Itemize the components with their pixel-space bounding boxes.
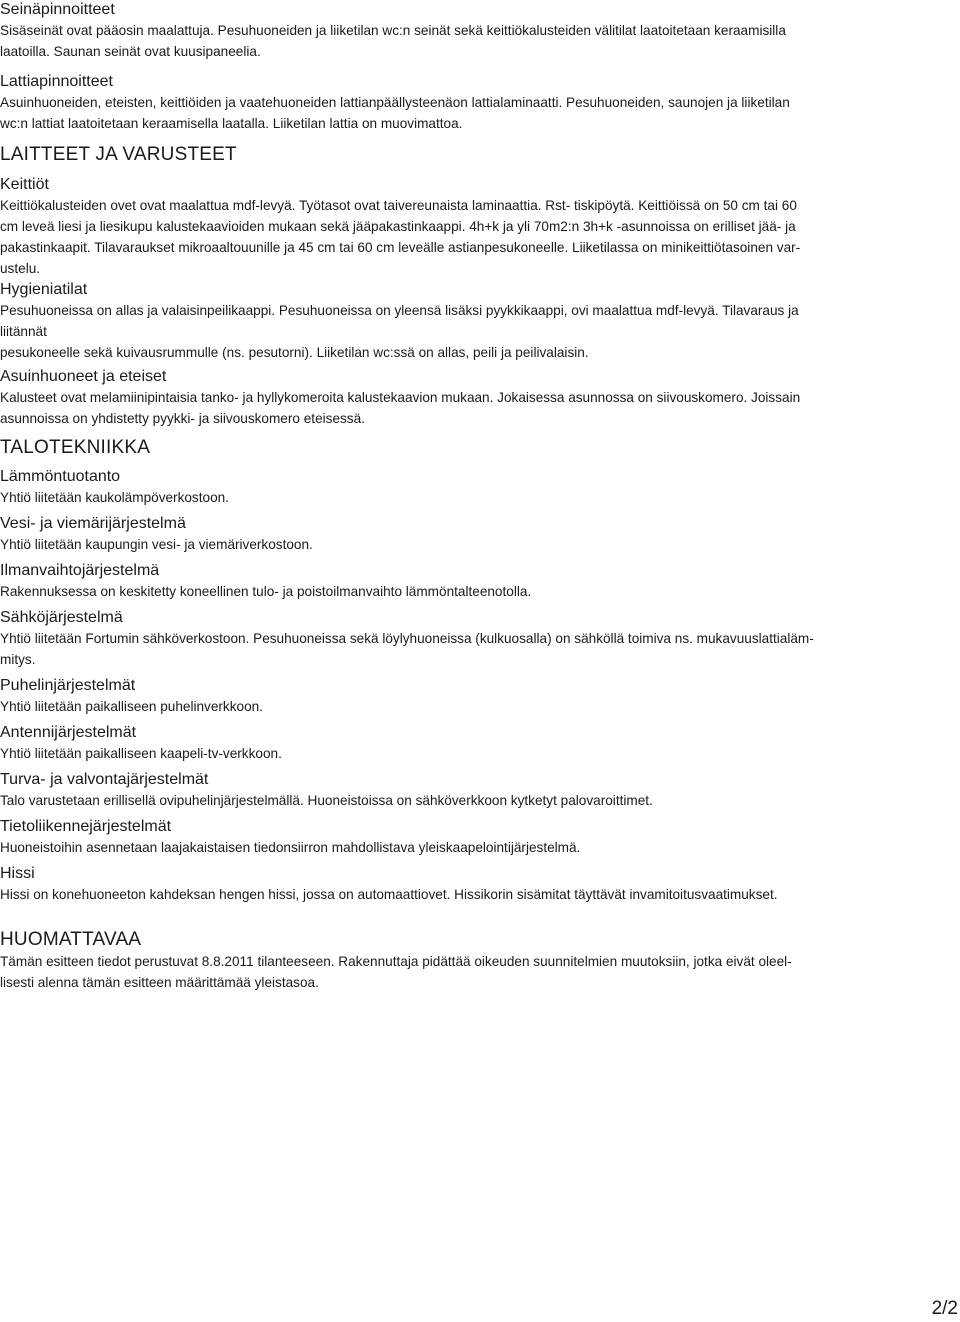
subheading-elevator: Hissi (0, 865, 35, 882)
section-electrical (0, 608, 936, 670)
subheading-ventilation: Ilmanvaihtojärjestelmä (0, 562, 160, 579)
section-floor-coatings (0, 72, 936, 134)
page-number: 2/2 (931, 1298, 958, 1319)
subheading-water-sewer: Vesi- ja viemärijärjestelmä (0, 515, 186, 532)
paragraph-water-sewer: Yhtiö liitetään kaupungin vesi- ja viemäriverkostoon. (0, 537, 313, 552)
paragraph-hygiene-rooms: Pesuhuoneissa on allas ja valaisinpeilikaappi. Pesuhuoneissa on yleensä lisäksi pyykkikaappi, ovi maalattua mdf-levyä. Tilavaraus ja liitännät pesukoneelle sekä kuivausrummulle (ns. pesutorni). Liiketilan wc:ssä on allas, peili ja peilivalaisin. (0, 303, 799, 360)
section-wall-coatings (0, 0, 936, 62)
section-telephone (0, 676, 936, 717)
paragraph-security: Talo varustetaan erillisellä ovipuhelinjärjestelmällä. Huoneistoissa on sähköverkkoon kytketyt palovaroittimet. (0, 793, 653, 808)
subheading-heating: Lämmöntuotanto (0, 468, 121, 485)
paragraph-ventilation: Rakennuksessa on keskitetty koneellinen tulo- ja poistoilmanvaihto lämmöntalteenotolla. (0, 584, 532, 599)
paragraph-floor-coatings: Asuinhuoneiden, eteisten, keittiöiden ja vaatehuoneiden lattianpäällysteenäon lattialaminaatti. Pesuhuoneiden, saunojen ja liiketilan wc:n lattiat laatoitetaan keraamisella laatalla. Liiketilan lattia on muovimattoa. (0, 95, 790, 131)
subheading-electrical: Sähköjärjestelmä (0, 609, 123, 626)
section-notes (0, 929, 936, 993)
section-water-sewer (0, 514, 936, 555)
subheading-antenna: Antennijärjestelmät (0, 724, 137, 741)
paragraph-kitchens: Keittiökalusteiden ovet ovat maalattua mdf-levyä. Työtasot ovat taivereunaista laminaattia. Rst- tiskipöytä. Keittiöissä on 50 cm tai 60 cm leveä liesi ja liesikupu kalustekaavioiden mukaan sekä jääpakastinkaappi. 4h+k ja yli 70m2:n 3h+k -asunnoissa on erilliset jää- ja pakastinkaapit. Tilavaraukset mikroaaltouunille ja 45 cm tai 60 cm leveälle astianpesukoneelle. Liiketilassa on minikeittiötasoinen var- ustelu. (0, 198, 801, 276)
subheading-floor-coatings: Lattiapinnoitteet (0, 73, 113, 90)
section-telecom (0, 817, 936, 858)
section-kitchens (0, 175, 936, 279)
section-security (0, 770, 936, 811)
paragraph-living-rooms: Kalusteet ovat melamiinipintaisia tanko- ja hyllykomeroita kalustekaavion mukaan. Jokaisessa asunnossa on siivouskomero. Joissain asunnoissa on yhdistetty pyykki- ja siivouskomero eteisessä. (0, 390, 801, 426)
section-hygiene-rooms (0, 280, 936, 363)
paragraph-heating: Yhtiö liitetään kaukolämpöverkostoon. (0, 490, 229, 505)
section-living-rooms (0, 367, 936, 429)
paragraph-telephone: Yhtiö liitetään paikalliseen puhelinverkkoon. (0, 699, 263, 714)
paragraph-notes: Tämän esitteen tiedot perustuvat 8.8.2011 tilanteeseen. Rakennuttaja pidättää oikeuden suunnitelmien muutoksiin, jotka eivät oleel- lisesti alenna tämän esitteen määrittämää yleistasoa. (0, 954, 792, 990)
subheading-living-rooms: Asuinhuoneet ja eteiset (0, 368, 167, 385)
paragraph-telecom: Huoneistoihin asennetaan laajakaistaisen tiedonsiirron mahdollistava yleiskaapelointijärjestelmä. (0, 840, 581, 855)
paragraph-wall-coatings: Sisäseinät ovat pääosin maalattuja. Pesuhuoneiden ja liiketilan wc:n seinät sekä keittiökalusteiden välitilat laatoitetaan keraamisilla laatoilla. Saunan seinät ovat kuusipaneelia. (0, 23, 786, 59)
section-elevator (0, 864, 936, 905)
subheading-wall-coatings: Seinäpinnoitteet (0, 1, 115, 18)
paragraph-antenna: Yhtiö liitetään paikalliseen kaapeli-tv-verkkoon. (0, 746, 282, 761)
subheading-telephone: Puhelinjärjestelmät (0, 677, 136, 694)
heading-notes: HUOMATTAVAA (0, 929, 142, 950)
subheading-telecom: Tietoliikennejärjestelmät (0, 818, 172, 835)
section-heating (0, 467, 936, 508)
subheading-hygiene-rooms: Hygieniatilat (0, 281, 88, 298)
paragraph-electrical: Yhtiö liitetään Fortumin sähköverkostoon. Pesuhuoneissa sekä löylyhuoneissa (kulkuosalla) on sähköllä toimiva ns. mukavuuslattialäm- mitys. (0, 631, 814, 667)
section-antenna (0, 723, 936, 764)
subheading-kitchens: Keittiöt (0, 176, 49, 193)
heading-building-services: TALOTEKNIIKKA (0, 437, 151, 458)
heading-equipment: LAITTEET JA VARUSTEET (0, 144, 237, 165)
paragraph-elevator: Hissi on konehuoneeton kahdeksan hengen hissi, jossa on automaattiovet. Hissikorin sisämitat täyttävät invamitoitusvaatimukset. (0, 887, 778, 902)
subheading-security: Turva- ja valvontajärjestelmät (0, 771, 209, 788)
section-ventilation (0, 561, 936, 602)
